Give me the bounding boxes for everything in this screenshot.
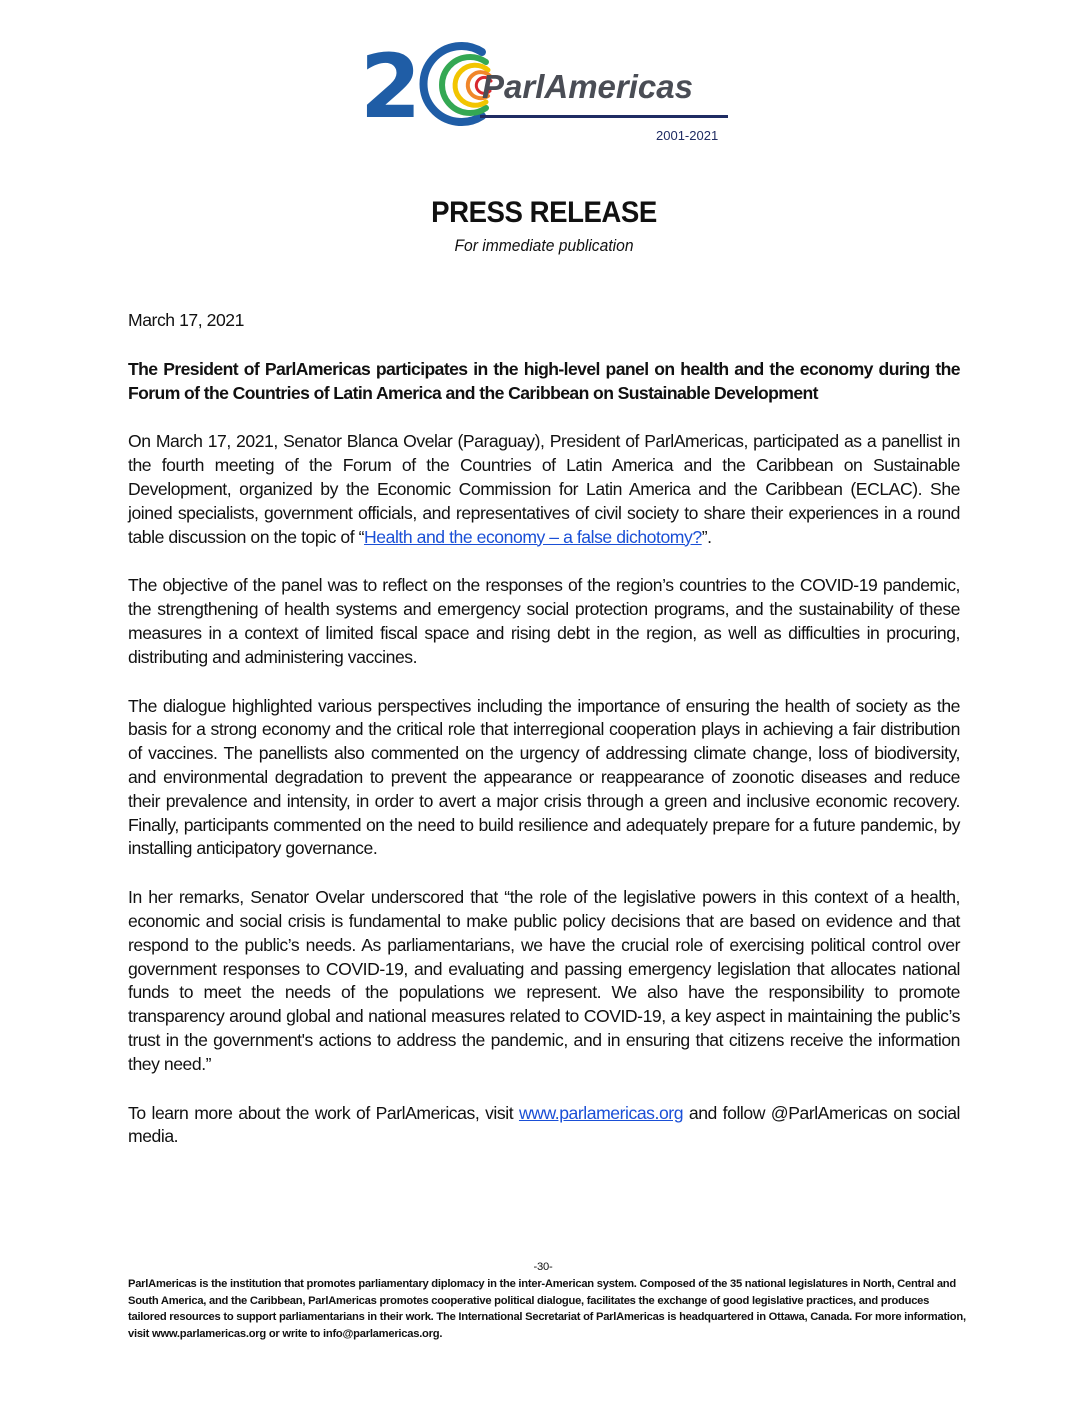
press-release-body: [128, 309, 960, 1174]
release-headline: The President of ParlAmericas participates in the high-level panel on health and the economy during the Forum of the Countries of Latin America and the Caribbean on Sustainable Development: [128, 358, 960, 403]
release-date: March 17, 2021: [128, 310, 244, 330]
logo-underline: [480, 115, 728, 118]
paragraph-2: The objective of the panel was to reflect on the responses of the region’s countries to the COVID-19 pandemic, the strengthening of health systems and emergency social protection programs, and the sustainability of these measures in a context of limited fiscal space and rising debt in the region, as well as difficulties in procuring, distributing and administering vaccines.: [128, 575, 960, 667]
logo-numeral: 2: [360, 35, 422, 138]
paragraph-5-text: To learn more about the work of ParlAmericas, visit: [128, 1102, 519, 1123]
paragraph-4: In her remarks, Senator Ovelar underscored that “the role of the legislative powers in this context of a health, economic and social crisis is fundamental to make public policy decisions that are based on evidence and that respond to the public’s needs. As parliamentarians, we have the crucial role of exercising political control over government responses to COVID-19, and evaluating and passing emergency legislation that allocates national funds to meet the needs of the populations we represent. We also have the responsibility to promote transparency around global and national measures related to COVID-19, a key aspect in maintaining the public’s trust in the government's actions to address the pandemic, and in ensuring that citizens receive the information they need.”: [128, 887, 960, 1074]
logo-graphic: [360, 30, 740, 150]
paragraph-5-end: and follow @ParlAmericas on social media.: [128, 1102, 961, 1147]
logo-years: 2001-2021: [656, 128, 719, 143]
topic-link[interactable]: Health and the economy – a false dichotomy?: [364, 526, 702, 547]
paragraph-5: [128, 1102, 960, 1150]
paragraph-1-text: On March 17, 2021, Senator Blanca Ovelar (Paraguay), President of ParlAmericas, participated as a panellist in the fourth meeting of the Forum of the Countries of Latin America and the Caribbean on Sustainable Development, organized by the Economic Commission for Latin America and the Caribbean (ECLAC). She joined specialists, government officials, and representatives of civil society to share their experiences in a round table discussion on the topic of “: [128, 431, 960, 547]
footer: [128, 1259, 968, 1343]
parlamericas-20th-anniversary-logo: [360, 30, 740, 150]
logo-color-arcs-icon: [424, 46, 491, 122]
footer-about-text: ParlAmericas is the institution that promotes parliamentary diplomacy in the inter-American system. Composed of the 35 national legislatures in North, Central and South America, and the Caribbean, ParlAmericas promotes cooperative political dialogue, facilitates the exchange of good legislative practices, and produces tailored resources to support parliamentarians in their work. The International Secretariat of ParlAmericas is headquartered in Ottawa, Canada. For more information, visit www.parlamericas.org or write to info@parlamericas.org.: [128, 1277, 966, 1341]
paragraph-1-end: ”.: [701, 526, 712, 547]
page-number: -30-: [533, 1261, 553, 1273]
website-link[interactable]: www.parlamericas.org: [518, 1102, 684, 1123]
paragraph-1: [128, 430, 960, 549]
document-title: PRESS RELEASE: [431, 196, 657, 229]
paragraph-3: The dialogue highlighted various perspectives including the importance of ensuring the health of society as the basis for a strong economy and the critical role that interregional cooperation plays in achieving a fair distribution of vaccines. The panellists also commented on the urgency of addressing climate change, loss of biodiversity, and environmental degradation to prevent the appearance or reappearance of zoonotic diseases and reduce their prevalence and intensity, in order to avert a major crisis through a green and inclusive economic recovery. Finally, participants commented on the need to build resilience and adequately prepare for a future pandemic, by installing anticipatory governance.: [128, 695, 960, 859]
document-subtitle: For immediate publication: [454, 236, 634, 255]
logo-brand-name: ParlAmericas: [482, 68, 693, 105]
